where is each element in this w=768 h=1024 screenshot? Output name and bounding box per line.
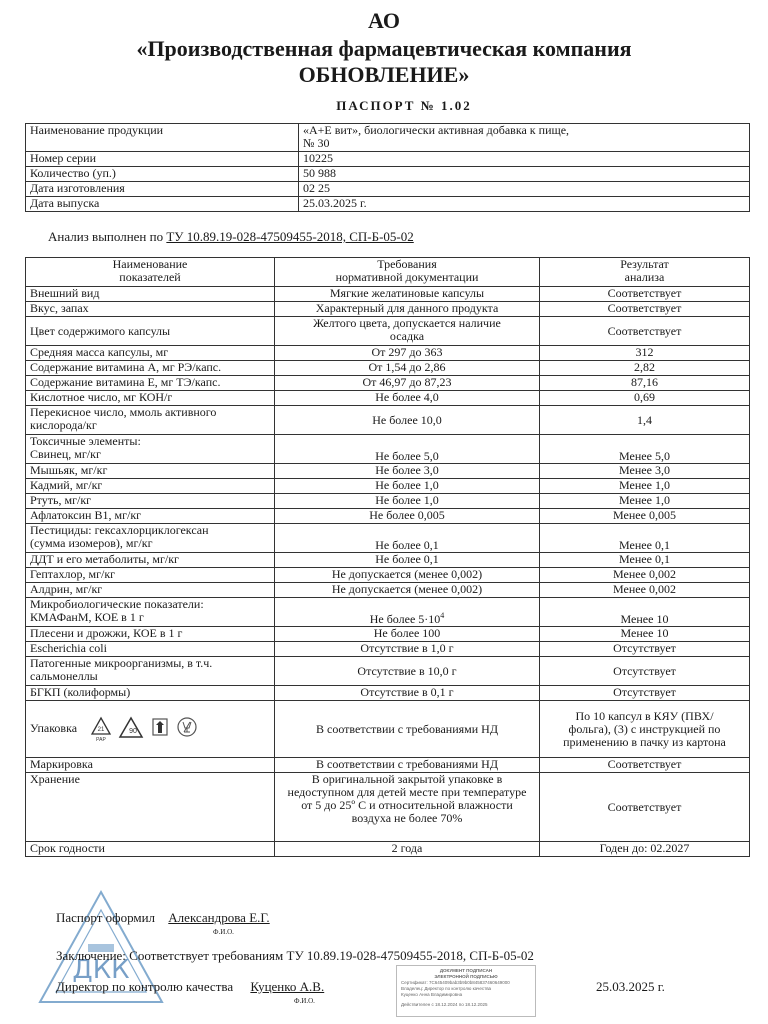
director-fio-caption: Ф.И.О. [294, 997, 315, 1005]
result: По 10 капсул в КЯУ (ПВХ/фольга), (3) с инструкцией по применению в пачку из картона [540, 701, 750, 758]
packaging-label: Упаковка [30, 720, 78, 735]
requirement: Не более 100 [275, 627, 540, 642]
product-info-row [26, 197, 750, 212]
requirement: Не более 3,0 [275, 464, 540, 479]
passport-title: ПАСПОРТ № 1.02 [336, 98, 472, 113]
svg-text:PAP: PAP [96, 737, 106, 742]
dispose-properly-icon [150, 716, 170, 738]
result: 1,4 [540, 406, 750, 435]
requirement: Не допускается (менее 0,002) [275, 583, 540, 598]
table-row [26, 317, 750, 346]
analysis-standard-line [48, 229, 414, 245]
indicator-name: Мышьяк, мг/кг [26, 464, 275, 479]
table-row [26, 598, 750, 627]
requirement: Отсутствие в 0,1 г [275, 686, 540, 701]
packaging-icons [90, 716, 198, 742]
svg-text:21: 21 [97, 727, 105, 733]
table-row [26, 642, 750, 657]
result: Годен до: 02.2027 [540, 842, 750, 857]
quantity-value: 50 988 [299, 167, 750, 182]
result: Менее 1,0 [540, 479, 750, 494]
company-type: АО [368, 8, 400, 33]
table-row [26, 479, 750, 494]
requirement: Не более 5,0 [275, 435, 540, 464]
result: Отсутствует [540, 657, 750, 686]
indicator-name: Маркировка [26, 758, 275, 773]
table-row [26, 302, 750, 317]
requirement: Отсутствие в 10,0 г [275, 657, 540, 686]
indicator-name: Ртуть, мг/кг [26, 494, 275, 509]
table-row [26, 686, 750, 701]
indicator-name: Токсичные элементы: Свинец, мг/кг [26, 435, 275, 464]
result: Соответствует [540, 773, 750, 842]
table-row [26, 464, 750, 479]
header-requirements: Требования нормативной документации [275, 258, 540, 287]
result: Менее 0,002 [540, 583, 750, 598]
requirement: Мягкие желатиновые капсулы [275, 287, 540, 302]
indicator-name: Алдрин, мг/кг [26, 583, 275, 598]
header-result: Результат анализа [540, 258, 750, 287]
analysis-prefix: Анализ выполнен по [48, 229, 167, 244]
batch-label: Номер серии [26, 152, 299, 167]
product-pack-count: № 30 [303, 136, 330, 150]
analysis-table [25, 257, 750, 857]
result: Менее 0,1 [540, 553, 750, 568]
requirement: Желтого цвета, допускается наличие осадка [275, 317, 540, 346]
table-row [26, 842, 750, 857]
analysis-standard: ТУ 10.89.19-028-47509455-2018, СП-Б-05-02 [166, 229, 414, 244]
result: Менее 5,0 [540, 435, 750, 464]
result: Соответствует [540, 302, 750, 317]
requirement: Не более 0,005 [275, 509, 540, 524]
result: Соответствует [540, 287, 750, 302]
result: Отсутствует [540, 686, 750, 701]
release-date-label: Дата выпуска [26, 197, 299, 212]
table-row [26, 509, 750, 524]
indicator-name: Патогенные микроорганизмы, в т.ч. сальмонеллы [26, 657, 275, 686]
indicator-name: Содержание витамина А, мг РЭ/капс. [26, 361, 275, 376]
issued-fio-caption: Ф.И.О. [213, 928, 234, 936]
result: Менее 0,002 [540, 568, 750, 583]
result: Менее 0,1 [540, 524, 750, 553]
table-row [26, 524, 750, 553]
batch-value: 10225 [299, 152, 750, 167]
table-row [26, 773, 750, 842]
esig-validity: Действителен с 18.12.2024 по 18.12.2025 [401, 1002, 488, 1007]
electronic-signature-box: ДОКУМЕНТ ПОДПИСАН ЭЛЕКТРОННОЙ ПОДПИСЬЮ Сертификат: 7С645409bab3b9b0b845837460649000 Владелец: Директор по контролю качества Куценко Анна Владимировна Действителен с 18.12.2024 по 18.12.2025 [396, 965, 536, 1017]
company-name-line1: «Производственная фармацевтическая компания [136, 36, 632, 61]
signature-date: 25.03.2025 г. [596, 979, 665, 994]
requirement: Не более 0,1 [275, 524, 540, 553]
requirement: В соответствии с требованиями НД [275, 758, 540, 773]
requirement: 2 года [275, 842, 540, 857]
requirement: Не более 10,0 [275, 406, 540, 435]
table-row [26, 627, 750, 642]
esig-owner-name: Куценко Анна Владимировна [401, 992, 463, 997]
product-info-row [26, 124, 750, 152]
conclusion: Заключение: Соответствует требованиям ТУ 10.89.19-028-47509455-2018, СП-Б-05-02 [56, 948, 534, 963]
requirement: От 46,97 до 87,23 [275, 376, 540, 391]
result: 312 [540, 346, 750, 361]
indicator-name: Пестициды: гексахлорциклогексан (сумма изомеров), мг/кг [26, 524, 275, 553]
stamp-text: ДКК [72, 955, 130, 985]
director-name: Куценко А.В. [250, 979, 325, 994]
product-name-value [299, 124, 750, 152]
product-name-label: Наименование продукции [26, 124, 299, 152]
director-label: Директор по контролю качества [56, 979, 234, 994]
indicator-name: БГКП (колиформы) [26, 686, 275, 701]
result: 0,69 [540, 391, 750, 406]
indicator-name: Средняя масса капсулы, мг [26, 346, 275, 361]
indicator-name: Плесени и дрожжи, КОЕ в 1 г [26, 627, 275, 642]
requirement: В оригинальной закрытой упаковке в недоступном для детей месте при температуре от 5 до 25º С и относительной влажности воздуха не более 70% [275, 773, 540, 842]
issued-by-name: Александрова Е.Г. [168, 910, 270, 925]
quantity-label: Количество (уп.) [26, 167, 299, 182]
result: Менее 1,0 [540, 494, 750, 509]
food-safe-icon [176, 716, 198, 738]
indicator-name: Перекисное число, ммоль активного кислорода/кг [26, 406, 275, 435]
indicator-name [26, 701, 275, 758]
table-row [26, 657, 750, 686]
table-row [26, 391, 750, 406]
requirement: Не допускается (менее 0,002) [275, 568, 540, 583]
result: 2,82 [540, 361, 750, 376]
recycle-paper-icon [90, 716, 112, 742]
requirement: От 297 до 363 [275, 346, 540, 361]
table-row [26, 758, 750, 773]
requirement: В соответствии с требованиями НД [275, 701, 540, 758]
requirement: От 1,54 до 2,86 [275, 361, 540, 376]
indicator-name: Цвет содержимого капсулы [26, 317, 275, 346]
manufacture-date-label: Дата изготовления [26, 182, 299, 197]
result: Менее 10 [540, 598, 750, 627]
director-line [56, 979, 324, 995]
release-date-value: 25.03.2025 г. [299, 197, 750, 212]
indicator-name: Афлатоксин В1, мг/кг [26, 509, 275, 524]
indicator-name: Вкус, запах [26, 302, 275, 317]
table-row [26, 406, 750, 435]
esig-owner: Владелец: Директор по контролю качества [401, 986, 492, 991]
product-info-row [26, 182, 750, 197]
table-row [26, 287, 750, 302]
company-name-line2: ОБНОВЛЕНИЕ» [298, 62, 470, 87]
table-row [26, 583, 750, 598]
table-row [26, 376, 750, 391]
product-info-row [26, 167, 750, 182]
result: Соответствует [540, 758, 750, 773]
manufacture-date-value: 02 25 [299, 182, 750, 197]
indicator-name: Гептахлор, мг/кг [26, 568, 275, 583]
esig-certificate: Сертификат: 7С645409bab3b9b0b845837460649000 [401, 980, 510, 985]
recycle-composite-icon [118, 716, 144, 740]
requirement: Отсутствие в 1,0 г [275, 642, 540, 657]
indicator-name: ДДТ и его метаболиты, мг/кг [26, 553, 275, 568]
product-info-table [25, 123, 750, 212]
issued-by-line [56, 910, 270, 926]
issued-by-label: Паспорт оформил [56, 910, 156, 925]
table-row [26, 553, 750, 568]
svg-text:90: 90 [129, 728, 137, 735]
result: 87,16 [540, 376, 750, 391]
header-indicator: Наименование показателей [26, 258, 275, 287]
requirement: Не более $5\cdot 10^4$ [275, 598, 540, 627]
indicator-name: Хранение [26, 773, 275, 842]
result: Отсутствует [540, 642, 750, 657]
requirement: Не более 1,0 [275, 494, 540, 509]
result: Менее 10 [540, 627, 750, 642]
indicator-name: Кислотное число, мг КОН/г [26, 391, 275, 406]
product-name-text: «А+Е вит», биологически активная добавка к пище, [303, 123, 570, 137]
result: Менее 3,0 [540, 464, 750, 479]
product-info-row [26, 152, 750, 167]
table-row [26, 435, 750, 464]
requirement: Не более 4,0 [275, 391, 540, 406]
table-row [26, 494, 750, 509]
indicator-name: Кадмий, мг/кг [26, 479, 275, 494]
requirement: Не более 1,0 [275, 479, 540, 494]
result: Менее 0,005 [540, 509, 750, 524]
table-row [26, 361, 750, 376]
indicator-name: Содержание витамина Е, мг ТЭ/капс. [26, 376, 275, 391]
table-header-row [26, 258, 750, 287]
requirement: Не более 0,1 [275, 553, 540, 568]
requirement: Характерный для данного продукта [275, 302, 540, 317]
table-row [26, 346, 750, 361]
table-row [26, 701, 750, 758]
indicator-name: Срок годности [26, 842, 275, 857]
indicator-name: Escherichia coli [26, 642, 275, 657]
table-row [26, 568, 750, 583]
result: Соответствует [540, 317, 750, 346]
indicator-name: Внешний вид [26, 287, 275, 302]
indicator-name: Микробиологические показатели: КМАФанМ, КОЕ в 1 г [26, 598, 275, 627]
